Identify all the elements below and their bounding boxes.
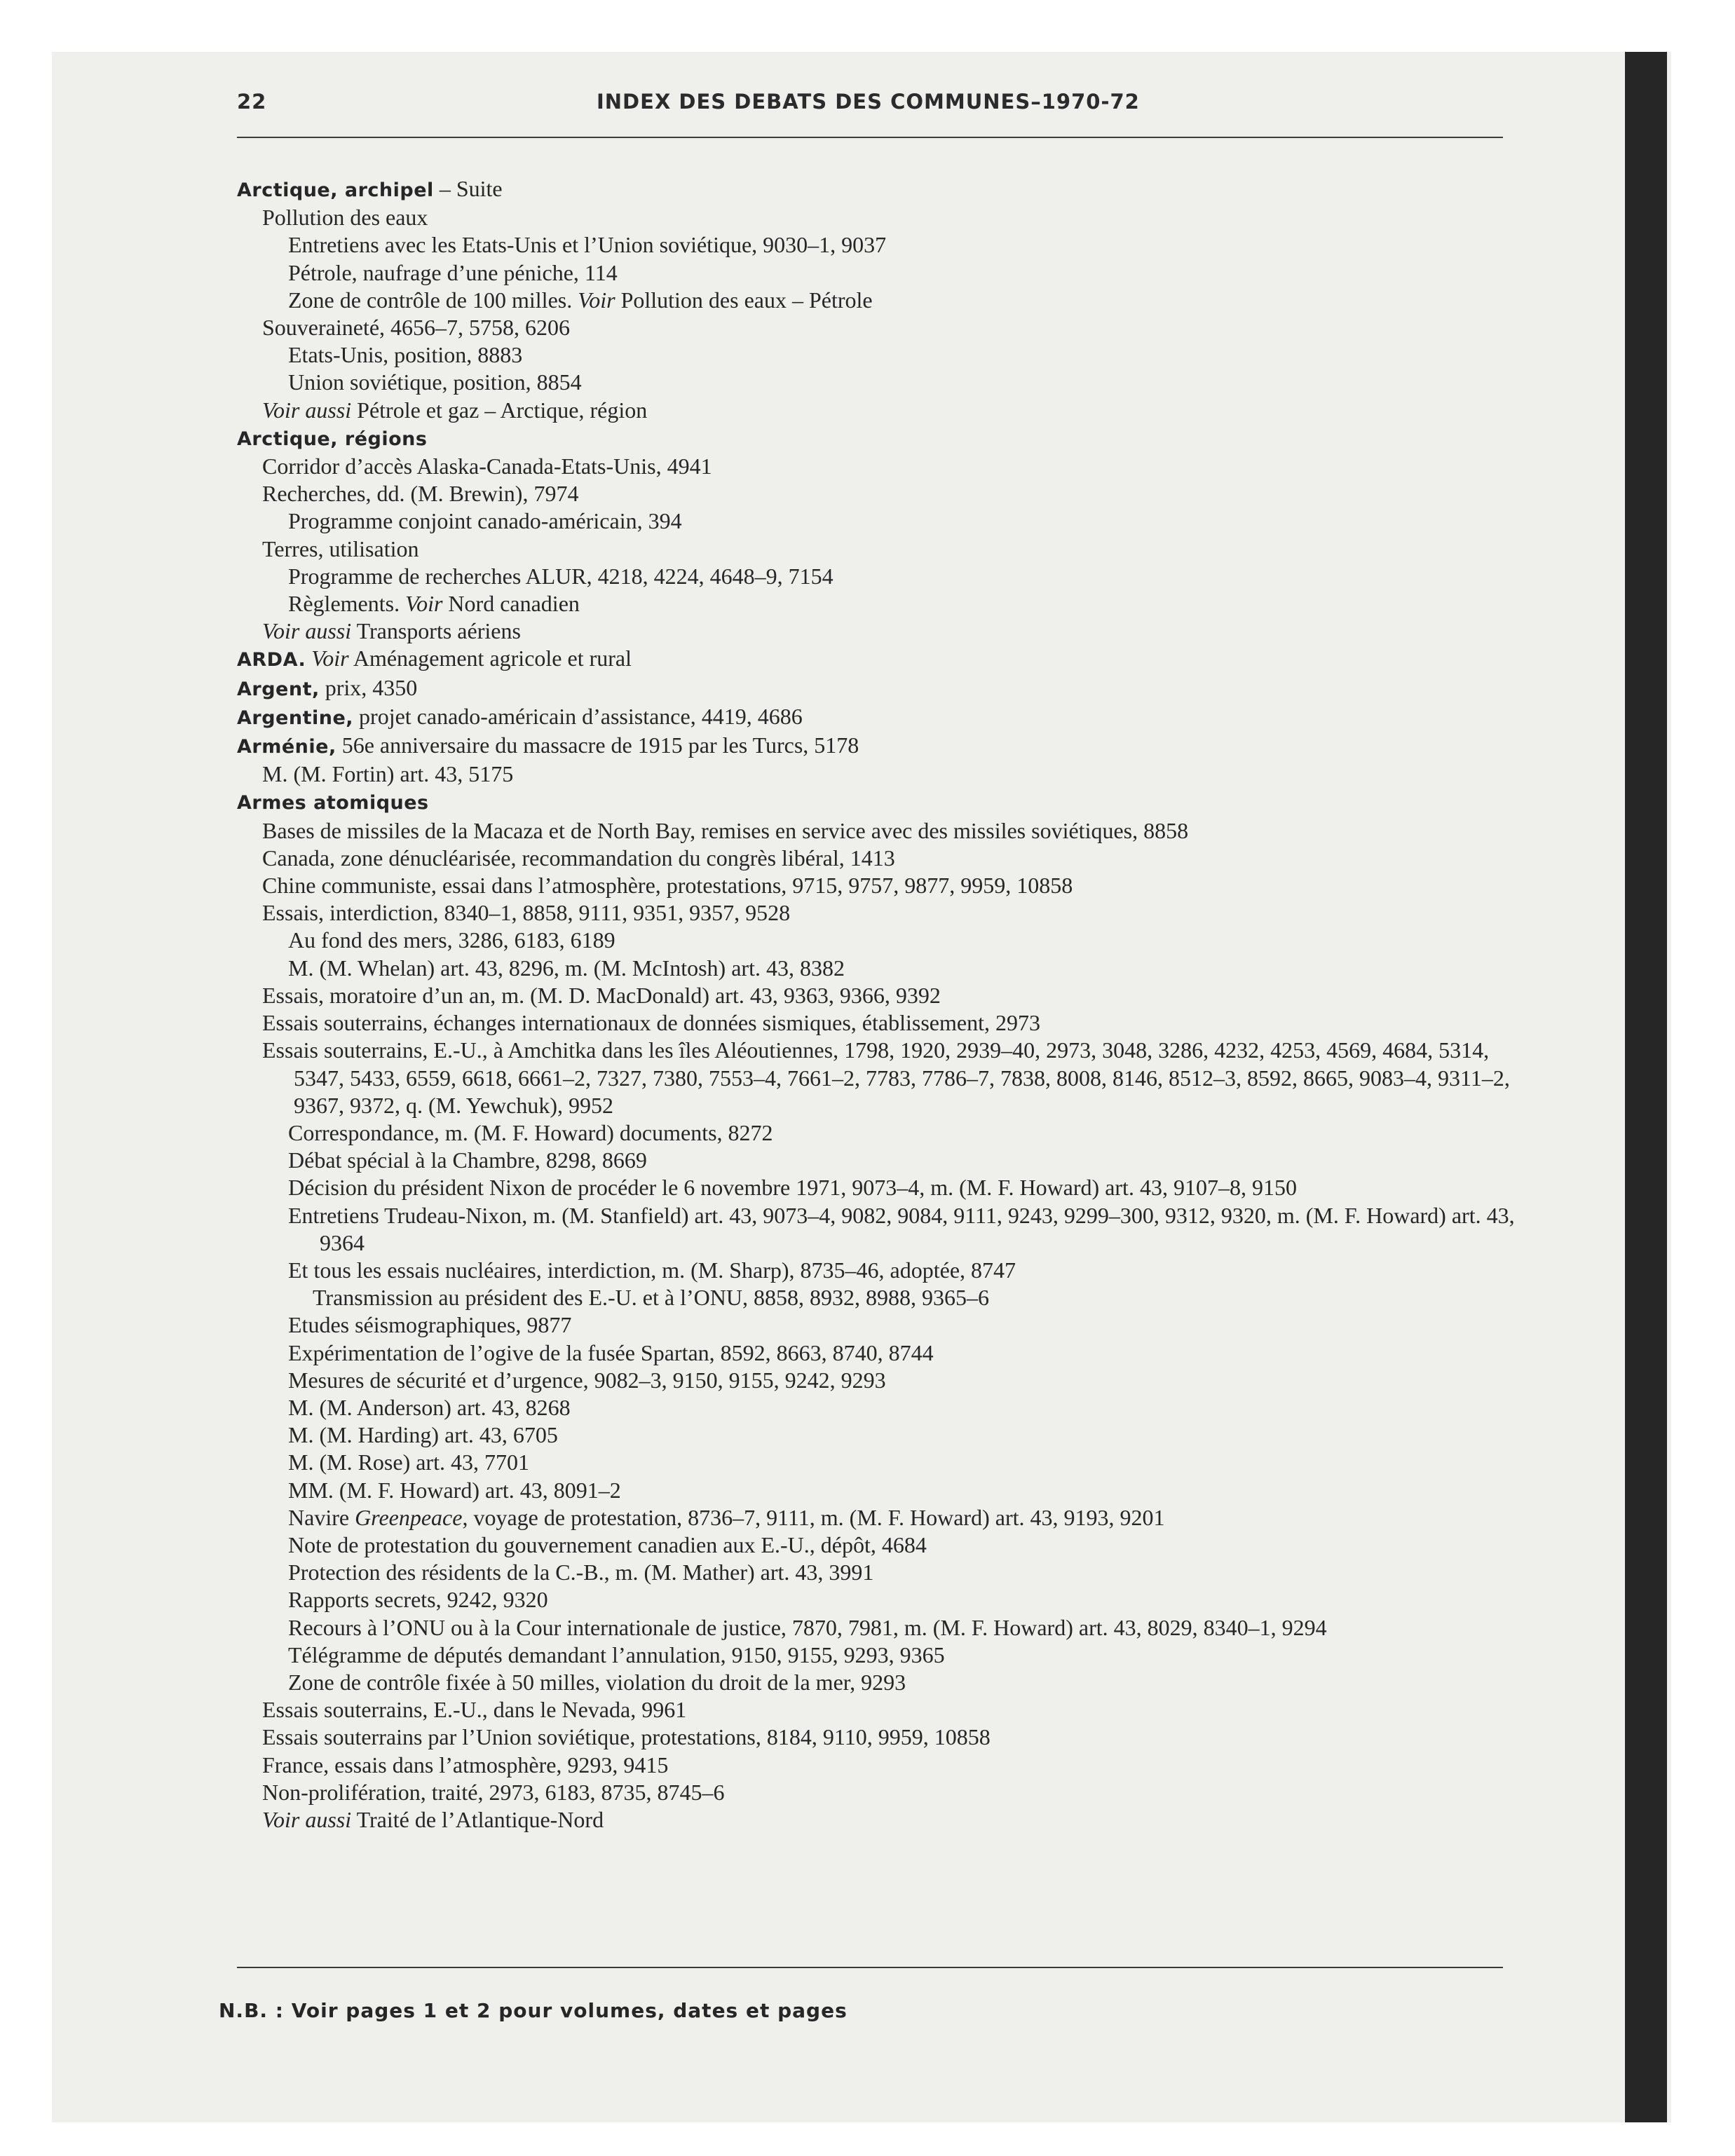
entry-text: Expérimentation de l’ogive de la fusée Spartan, 8592, 8663, 8740, 8744	[288, 1339, 934, 1365]
index-subentry	[237, 1119, 1520, 1147]
entry-text: Etudes séismographiques, 9877	[288, 1312, 572, 1338]
entry-text: Note de protestation du gouvernement canadien aux E.-U., dépôt, 4684	[288, 1531, 927, 1557]
entry-text: M. (M. Fortin) art. 43, 5175	[262, 761, 514, 787]
entry-text: Règlements.	[288, 591, 406, 617]
index-subentry	[237, 1394, 1520, 1421]
entry-text: Traité de l’Atlantique-Nord	[351, 1806, 604, 1832]
entry-text: Transmission au président des E.-U. et à l’ONU, 8858, 8932, 8988, 9365–6	[313, 1285, 989, 1311]
index-subentry	[237, 590, 1520, 618]
index-subentry	[237, 1779, 1520, 1806]
entry-text: Essais souterrains, E.-U., dans le Nevada, 9961	[262, 1697, 687, 1723]
index-subentry	[237, 1614, 1520, 1642]
entry-text: Et tous les essais nucléaires, interdiction, m. (M. Sharp), 8735–46, adoptée, 8747	[288, 1257, 1016, 1283]
entry-text: projet canado-américain d’assistance, 4419, 4686	[353, 703, 803, 729]
entry-text: Nord canadien	[442, 591, 580, 617]
index-heading-entry	[237, 645, 1520, 674]
index-subentry	[237, 341, 1520, 369]
entry-text: Etats-Unis, position, 8883	[288, 342, 523, 368]
entry-text: Mesures de sécurité et d’urgence, 9082–3, 9150, 9155, 9242, 9293	[288, 1367, 886, 1393]
entry-text: Terres, utilisation	[262, 535, 419, 561]
entry-heading: Arctique, régions	[237, 428, 428, 450]
index-subentry	[237, 817, 1520, 845]
entry-text: Corridor d’accès Alaska-Canada-Etats-Unis, 4941	[262, 453, 712, 479]
index-subentry	[237, 563, 1520, 590]
index-subentry	[237, 535, 1520, 563]
index-subentry	[237, 507, 1520, 535]
entry-text: Télégramme de députés demandant l’annulation, 9150, 9155, 9293, 9365	[288, 1642, 945, 1667]
index-subentry	[237, 927, 1520, 954]
index-heading-entry	[237, 175, 1520, 204]
entry-text: Union soviétique, position, 8854	[288, 369, 582, 395]
index-subentry	[237, 1477, 1520, 1504]
cross-reference-label: Voir aussi	[262, 618, 352, 644]
index-subentry	[237, 1421, 1520, 1449]
footer-rule	[237, 1967, 1503, 1968]
index-subentry	[237, 1037, 1520, 1119]
entry-text: prix, 4350	[319, 674, 418, 700]
index-heading-entry	[237, 732, 1520, 760]
cross-reference-label: Voir	[578, 287, 615, 313]
index-subentry	[237, 1009, 1520, 1037]
index-subentry	[237, 1559, 1520, 1586]
entry-text: MM. (M. F. Howard) art. 43, 8091–2	[288, 1477, 621, 1503]
index-subentry	[237, 480, 1520, 507]
entry-text: Programme conjoint canado-américain, 394	[288, 508, 682, 534]
index-subentry	[237, 872, 1520, 899]
index-subentry	[237, 1531, 1520, 1559]
index-subentry	[237, 369, 1520, 396]
index-subentry	[237, 955, 1520, 982]
page-number: 22	[237, 90, 267, 114]
entry-heading: Arménie,	[237, 736, 336, 758]
index-heading-entry	[237, 674, 1520, 703]
entry-heading: Argentine,	[237, 707, 354, 729]
index-subentry	[237, 204, 1520, 231]
entry-heading: Arctique, archipel	[237, 179, 434, 201]
index-subentry	[237, 1284, 1520, 1311]
index-subentry	[237, 259, 1520, 287]
entry-text: Chine communiste, essai dans l’atmosphère, protestations, 9715, 9757, 9877, 9959, 10858	[262, 873, 1073, 899]
index-subentry	[237, 1696, 1520, 1724]
index-subentry	[237, 1806, 1520, 1834]
entry-text: Transports aériens	[351, 618, 521, 644]
index-subentry	[237, 1257, 1520, 1284]
index-subentry	[237, 1449, 1520, 1476]
cross-reference-label: Voir aussi	[262, 1806, 352, 1832]
entry-text: M. (M. Harding) art. 43, 6705	[288, 1422, 558, 1448]
entry-text: M. (M. Anderson) art. 43, 8268	[288, 1394, 571, 1420]
entry-text: M. (M. Rose) art. 43, 7701	[288, 1449, 529, 1475]
entry-text: Essais souterrains par l’Union soviétique, protestations, 8184, 9110, 9959, 10858	[262, 1724, 991, 1750]
entry-text: Protection des résidents de la C.-B., m. (M. Mather) art. 43, 3991	[288, 1560, 874, 1585]
index-subentry	[237, 287, 1520, 314]
entry-text: Programme de recherches ALUR, 4218, 4224, 4648–9, 7154	[288, 563, 834, 589]
entry-text: Rapports secrets, 9242, 9320	[288, 1587, 548, 1613]
index-subentry	[237, 982, 1520, 1009]
index-subentry	[237, 1311, 1520, 1339]
cross-reference-label: Voir aussi	[262, 397, 352, 423]
entry-text: Essais, interdiction, 8340–1, 8858, 9111, 9351, 9357, 9528	[262, 900, 791, 926]
entry-text: Non-prolifération, traité, 2973, 6183, 8735, 8745–6	[262, 1779, 725, 1805]
entry-text: Débat spécial à la Chambre, 8298, 8669	[288, 1147, 647, 1173]
cross-reference-label: Voir	[306, 646, 349, 671]
entry-heading: Argent,	[237, 678, 320, 700]
entry-text: – Suite	[433, 176, 503, 201]
entry-text: Aménagement agricole et rural	[348, 646, 632, 671]
entry-text: Pollution des eaux – Pétrole	[615, 287, 873, 313]
entry-text: Essais souterrains, échanges internationaux de données sismiques, établissement, 2973	[262, 1010, 1040, 1036]
header-rule	[237, 137, 1503, 138]
index-subentry	[237, 760, 1520, 788]
entry-text: M. (M. Whelan) art. 43, 8296, m. (M. McIntosh) art. 43, 8382	[288, 955, 845, 981]
index-subentry	[237, 1669, 1520, 1696]
index-subentry	[237, 618, 1520, 645]
entry-text: Entretiens avec les Etats-Unis et l’Union soviétique, 9030–1, 9037	[288, 232, 887, 258]
entry-italic-text: Greenpeace	[355, 1504, 463, 1530]
index-subentry	[237, 845, 1520, 872]
entry-text: Correspondance, m. (M. F. Howard) documents, 8272	[288, 1119, 773, 1145]
index-entries	[237, 175, 1520, 1834]
entry-text: Pétrole et gaz – Arctique, région	[351, 397, 648, 423]
entry-text: Recherches, dd. (M. Brewin), 7974	[262, 481, 579, 507]
running-title: INDEX DES DEBATS DES COMMUNES–1970-72	[597, 90, 1140, 114]
entry-text: Canada, zone dénucléarisée, recommandation du congrès libéral, 1413	[262, 845, 895, 871]
index-subentry	[237, 1367, 1520, 1394]
entry-text: France, essais dans l’atmosphère, 9293, 9415	[262, 1752, 669, 1778]
entry-text: Bases de missiles de la Macaza et de North Bay, remises en service avec des missiles soviétiques, 8858	[262, 817, 1189, 843]
entry-text: Zone de contrôle fixée à 50 milles, violation du droit de la mer, 9293	[288, 1669, 906, 1695]
index-heading-entry	[237, 703, 1520, 732]
index-subentry	[237, 1147, 1520, 1174]
index-subentry	[237, 1724, 1520, 1751]
index-subentry	[237, 1339, 1520, 1367]
entry-text: Au fond des mers, 3286, 6183, 6189	[288, 927, 615, 953]
entry-text: Décision du président Nixon de procéder le 6 novembre 1971, 9073–4, m. (M. F. Howard) art. 43, 9107–8, 9150	[288, 1175, 1297, 1201]
index-subentry	[237, 1752, 1520, 1779]
entry-text: Entretiens Trudeau-Nixon, m. (M. Stanfield) art. 43, 9073–4, 9082, 9084, 9111, 9243, 9299–300, 9312, 9320, m. (M. F. Howard) art. 43, 9364	[288, 1202, 1515, 1255]
footnote: N.B. : Voir pages 1 et 2 pour volumes, dates et pages	[219, 1999, 848, 2022]
index-heading-entry	[237, 424, 1520, 453]
cross-reference-label: Voir	[405, 591, 443, 617]
entry-text: Pollution des eaux	[262, 205, 428, 231]
entry-text: Pétrole, naufrage d’une péniche, 114	[288, 259, 618, 285]
entry-text: Recours à l’ONU ou à la Cour internationale de justice, 7870, 7981, m. (M. F. Howard) art. 43, 8029, 8340–1, 9294	[288, 1614, 1327, 1640]
entry-text: Navire	[288, 1504, 355, 1530]
entry-heading: ARDA.	[237, 649, 306, 671]
index-subentry	[237, 1504, 1520, 1531]
index-heading-entry	[237, 788, 1520, 817]
entry-text: Zone de contrôle de 100 milles.	[288, 287, 578, 313]
entry-heading: Armes atomiques	[237, 792, 429, 814]
entry-text: Essais, moratoire d’un an, m. (M. D. MacDonald) art. 43, 9363, 9366, 9392	[262, 982, 941, 1008]
index-subentry	[237, 453, 1520, 480]
entry-text: Essais souterrains, E.-U., à Amchitka dans les îles Aléoutiennes, 1798, 1920, 2939–40, 2973, 3048, 3286, 4232, 4253, 4569, 4684, 5314, 5347, 5433, 6559, 6618, 6661–2, 7327, 7380, 7553–4, 7661–2, 7783, 7786–7, 7838, 8008, 8146, 8512–3, 8592, 8665, 9083–4, 9311–2, 9367, 9372, q. (M. Yewchuk), 9952	[262, 1037, 1510, 1118]
entry-text: , voyage de protestation, 8736–7, 9111, m. (M. F. Howard) art. 43, 9193, 9201	[462, 1504, 1165, 1530]
index-subentry	[237, 1174, 1520, 1201]
entry-text: 56e anniversaire du massacre de 1915 par les Turcs, 5178	[336, 732, 859, 758]
entry-text: Souveraineté, 4656–7, 5758, 6206	[262, 315, 571, 341]
index-subentry	[237, 1586, 1520, 1613]
index-subentry	[237, 397, 1520, 424]
scan-binding-edge	[1625, 52, 1667, 2122]
index-subentry	[237, 231, 1520, 259]
index-subentry	[237, 314, 1520, 341]
index-subentry	[237, 1642, 1520, 1669]
index-subentry	[237, 1202, 1520, 1257]
index-subentry	[237, 899, 1520, 927]
